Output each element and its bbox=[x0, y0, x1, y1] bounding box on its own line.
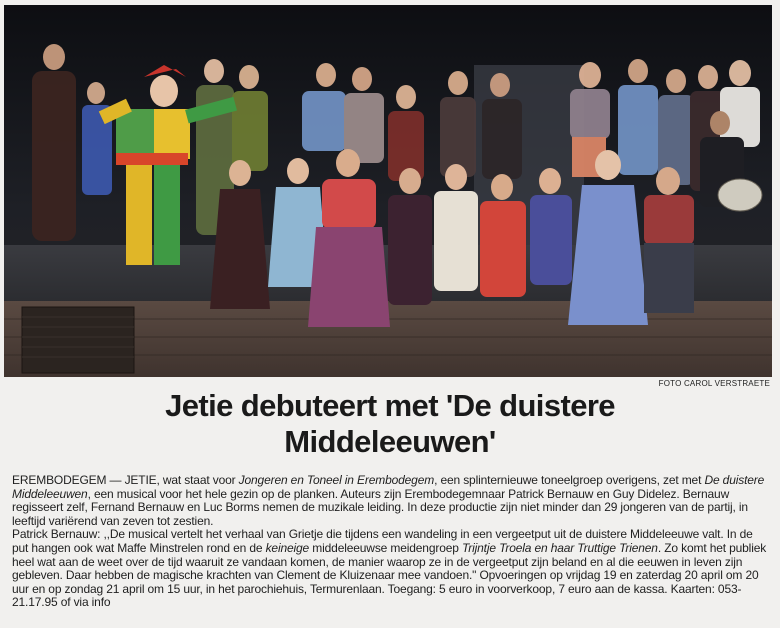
p2-italic-1: keineige bbox=[265, 540, 310, 555]
p1-text-1: EREMBODEGEM — JETIE, wat staat voor bbox=[12, 473, 239, 487]
p1-text-2: , een splinternieuwe toneelgroep overigens, zet met bbox=[434, 473, 705, 487]
p2-text-1: Patrick Bernauw: ,,De musical vertelt het verhaal van Grietje die tijdens een wandeling in een vergeetput uit de duistere Middeleeuwe valt. In de put hangen ook wat Maffe Minstrelen rond en de bbox=[12, 527, 753, 555]
p1-italic-1: Jongeren en Toneel in Erembodegem bbox=[238, 473, 435, 487]
p1-italic-2: De duistere Middeleeuwen bbox=[12, 473, 765, 501]
headline-line-2: Middeleeuwen' bbox=[284, 424, 496, 459]
photo-credit: FOTO CAROL VERSTRAETE bbox=[658, 379, 770, 388]
p2-italic-2: Trijntje Troela en haar Truttige Trienen bbox=[461, 540, 658, 555]
p1-text-3: , een musical voor het hele gezin op de planken. Auteurs zijn Erembodegemnaar Patrick Bernauw en Guy Didelez. Bernauw regisseert zelf, Fernand Bernauw en Luc Borms nemen de muzikale leiding. In deze productie zijn niet minder dan 29 jongeren van de partij, in leeftijd variërend van zeven tot zestien. bbox=[12, 486, 748, 528]
paragraph-2 bbox=[12, 528, 768, 610]
paragraph-1 bbox=[12, 474, 768, 528]
article-photo bbox=[4, 5, 772, 377]
headline-line-1: Jetie debuteert met 'De duistere bbox=[165, 388, 615, 423]
p2-text-3: . Zo komt het publiek heel wat aan de weet over de tijd waaruit ze vandaan komen, de manier waarop ze in de vergeetput zijn beland en al die eeuwen in leven zijn gebleven. Daar hebben de magische krachten van Clement de Kluizenaar mee vandoen." Opvoeringen op vrijdag 19 en zaterdag 20 april om 20 uur en op zondag 21 april om 15 uur, in het parochiehuis, Termurenlaan. Toegang: 5 euro in voorverkoop, 7 euro aan de kassa. Kaarten: 053-21.17.95 of via info bbox=[12, 540, 767, 610]
stage-group-photo bbox=[4, 5, 772, 377]
article-body bbox=[12, 474, 768, 610]
article-headline bbox=[60, 388, 720, 460]
p2-text-2: middeleeuwse meidengroep bbox=[309, 540, 462, 555]
